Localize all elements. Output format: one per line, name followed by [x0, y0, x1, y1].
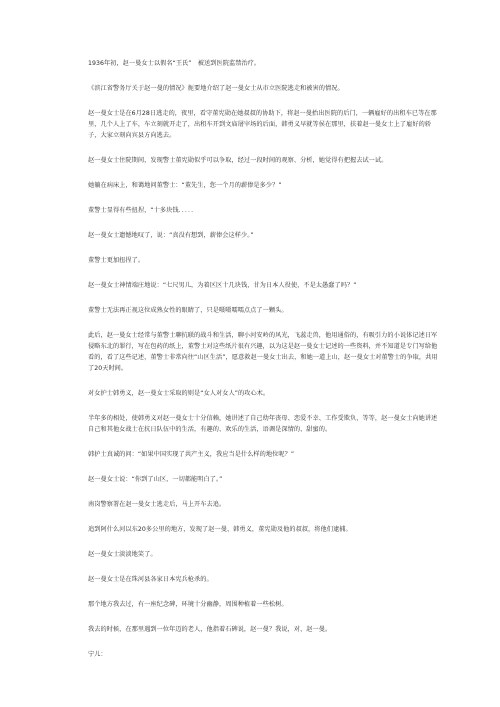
paragraph: 董警士更加扭捏了。	[88, 257, 145, 264]
paragraph: 半年多的相处，使韩勇义对赵一曼女士十分信赖，她讲述了自己幼年丧母、恋爱不幸、工作受欺负，等等，赵一曼女士向她讲述自己和其他女战士在抗日队伍中的生活，有趣的、欢乐的生活，语调是深情的、甜蜜的。	[88, 415, 438, 433]
paragraph: 《滨江省警务厅关于赵一曼的情况》扼要地介绍了赵一曼女士从市立医院逃走和被害的情况。	[88, 85, 344, 92]
paragraph: 她躺在病床上，和蔼地问董警士：“董先生，您一个月的薪俸是多少？”	[88, 182, 282, 189]
paragraph: 那个地方我去过，有一座纪念碑，环境十分幽静，周围种植着一些松树。	[88, 601, 288, 608]
paragraph: 董警士无法再正视这位成熟女性的眼睛了，只是嗫嗫嚅嚅点点了一颗头。	[88, 307, 288, 314]
paragraph: 赵一曼女士淡淡地笑了。	[88, 551, 157, 558]
paragraph: 宁儿：	[88, 651, 107, 658]
paragraph: 追到阿什么河以东20多公里的地方，发现了赵一曼、韩勇义，董宪勋及他的叔叔，将他们逮捕。	[88, 526, 352, 533]
paragraph: 赵一曼女士神情端庄地说：“七尺男儿，为着区区十几块钱，甘为日本人役使，不是太愚蠢了吗？”	[88, 282, 357, 289]
paragraph: 赵一曼女士是在6月28日逃走的，夜里，看守董宪勋在她叔叔的协助下，将赵一曼抬出医院的后门，一辆雇好的出租车已等在那里，几个人上了车，车立刻就开走了，出租车开到文庙屠宰场的后面，韩勇义早就等侯在那里，扶着赵一曼女士上了雇好的轿子，大家立刻向宾县方向逃去。	[88, 110, 437, 139]
paragraph: 1936年初，赵一曼女士以假名“王氏” 被送到医院监禁治疗。	[88, 60, 261, 67]
paragraph: 赵一曼女士遗憾地叹了，说：“真没有想到，薪俸会这样少。”	[88, 232, 254, 239]
paragraph: 南岗警察署在赵一曼女士逃走后，马上开车去追。	[88, 501, 226, 508]
paragraph: 赵一曼女士住院期间，发现警士董宪勋似乎可以争取，经过一段时间的观察、分析，她觉得有把握去试一试。	[88, 157, 388, 164]
paragraph: 此后，赵一曼女士经常与董警士聊抗联的战斗和生活，聊小河安岭的风光，飞蕊走兽，他用通俗的，有吸引力的小说体记述日军侵略东北的罪行，写在包药的纸上，董警士对这些纸片很有兴趣，以为这是赵一曼女士记述的一些资料，并不知道是专门写给他看的，看了这些记述，董警士非常向往“山区生活”，愿意救赵一曼女士出去，和她一道上山，赵一曼女士对董警士的争取，共用了20天时间。	[88, 332, 438, 372]
paragraph: 赵一曼女士说：“你到了山区，一切都能明白了。”	[88, 476, 223, 483]
paragraph: 对女护士韩勇义，赵一曼女士采取的则是“女人对女人”的攻心术。	[88, 390, 270, 397]
paragraph: 董警士显得有些扭捏，“十多块钱．．．．．	[88, 207, 198, 214]
paragraph: 赵一曼女士是在珠河县各家日本宪兵枪杀的。	[88, 576, 213, 583]
paragraph: 韩护士真诚的问：“如果中国实现了共产主义，我应当是什么样的地位呢？”	[88, 451, 295, 458]
paragraph: 我去的时候，在那里遇到一位年迈的老人，他指着石碑说，赵一曼？我说，对，赵一曼。	[88, 626, 332, 633]
